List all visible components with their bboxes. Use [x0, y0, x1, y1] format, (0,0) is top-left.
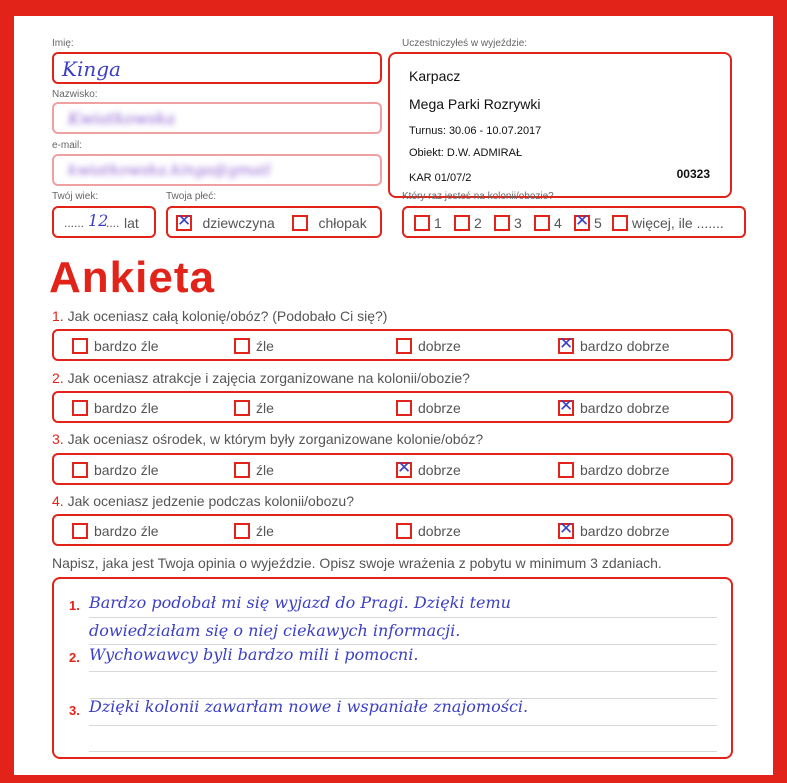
checkbox[interactable] [234, 523, 250, 539]
email-field[interactable] [52, 154, 382, 186]
question-text: Jak oceniasz atrakcje i zajęcia zorganizowane na kolonii/obozie? [67, 370, 470, 386]
checkbox[interactable] [396, 523, 412, 539]
checkbox[interactable] [292, 215, 308, 231]
answer-line: Wychowawcy byli bardzo mili i pomocni. [89, 645, 419, 664]
checkbox[interactable] [396, 400, 412, 416]
rating-option[interactable] [558, 395, 670, 417]
times-option-label: 5 [594, 214, 602, 231]
ruled-line [89, 671, 717, 672]
check-mark-icon: ✕ [397, 457, 412, 477]
question-number: 4. [52, 493, 64, 509]
times-option-1[interactable] [414, 214, 442, 232]
ruled-line [89, 617, 717, 618]
times-option-3[interactable] [494, 214, 522, 232]
checkbox[interactable] [234, 400, 250, 416]
gender-option-label: dziewczyna [202, 214, 275, 231]
age-label: Twój wiek: [52, 191, 99, 202]
times-option-more[interactable] [612, 214, 724, 232]
age-dots-after: .... [106, 216, 120, 230]
rating-option[interactable] [396, 522, 461, 540]
rating-row-4 [52, 514, 733, 546]
rating-option[interactable] [234, 399, 274, 417]
surname-label: Nazwisko: [52, 89, 98, 100]
answer-line: dowiedziałam się o niej ciekawych informacji. [89, 621, 461, 640]
rating-option-label: źle [256, 461, 274, 478]
check-mark-icon: ✕ [559, 518, 574, 538]
question-number: 2. [52, 370, 64, 386]
answer-number: 1. [69, 598, 80, 613]
ruled-line [89, 725, 717, 726]
check-mark-icon: ✕ [559, 333, 574, 353]
camp-town: Karpacz [409, 68, 461, 84]
checkbox[interactable] [454, 215, 470, 231]
rating-option[interactable] [558, 461, 670, 479]
times-option-4[interactable] [534, 214, 562, 232]
rating-option-label: bardzo źle [94, 399, 159, 416]
answer-line: Dzięki kolonii zawarłam nowe i wspaniałe znajomości. [89, 697, 529, 716]
checkbox[interactable] [558, 395, 574, 416]
rating-option[interactable] [234, 337, 274, 355]
question-4 [52, 493, 354, 509]
rating-row-2 [52, 391, 733, 423]
rating-option[interactable] [396, 457, 461, 479]
checkbox[interactable] [72, 462, 88, 478]
checkbox[interactable] [72, 400, 88, 416]
age-value: 12 [88, 211, 109, 230]
rating-option-label: dobrze [418, 337, 461, 354]
rating-option-label: bardzo źle [94, 461, 159, 478]
rating-row-1 [52, 329, 733, 361]
rating-option[interactable] [72, 522, 159, 540]
ruled-line [89, 751, 717, 752]
rating-option-label: źle [256, 337, 274, 354]
question-text: Jak oceniasz ośrodek, w którym były zorganizowane kolonie/obóz? [67, 431, 484, 447]
email-value: kwiatkowska.kinga@gmail [68, 161, 271, 179]
rating-option[interactable] [234, 522, 274, 540]
times-option-label: 4 [554, 214, 562, 231]
red-frame-right [773, 0, 787, 783]
rating-option[interactable] [72, 399, 159, 417]
email-label: e-mail: [52, 140, 83, 151]
camp-turnus: Turnus: 30.06 - 10.07.2017 [409, 125, 542, 137]
checkbox[interactable] [558, 518, 574, 539]
rating-option-label: bardzo dobrze [580, 337, 670, 354]
gender-option-boy[interactable] [292, 214, 367, 232]
checkbox[interactable] [176, 210, 192, 231]
rating-option-label: źle [256, 522, 274, 539]
opinion-answer-box[interactable] [52, 577, 733, 759]
rating-option[interactable] [558, 518, 670, 540]
answer-number: 3. [69, 703, 80, 718]
answer-line: Bardzo podobał mi się wyjazd do Pragi. Dzięki temu [89, 593, 511, 612]
camp-code: KAR 01/07/2 [409, 172, 472, 184]
survey-sheet [14, 16, 773, 775]
rating-option-label: dobrze [418, 461, 461, 478]
gender-option-label: chłopak [318, 214, 367, 231]
check-mark-icon: ✕ [177, 210, 192, 230]
question-number: 3. [52, 431, 64, 447]
rating-row-3 [52, 453, 733, 485]
red-frame-left [0, 0, 14, 783]
question-text: Jak oceniasz całą kolonię/obóz? (Podobało Ci się?) [67, 308, 388, 324]
rating-option-label: dobrze [418, 522, 461, 539]
gender-field [166, 206, 382, 238]
camp-park: Mega Parki Rozrywki [409, 96, 541, 112]
surname-value: Kwiatkowska [68, 109, 176, 128]
rating-option-label: bardzo dobrze [580, 461, 670, 478]
checkbox[interactable] [558, 333, 574, 354]
camp-info-box [388, 52, 732, 198]
question-number: 1. [52, 308, 64, 324]
question-text: Jak oceniasz jedzenie podczas kolonii/obozu? [67, 493, 354, 509]
name-field[interactable] [52, 52, 382, 84]
checkbox[interactable] [234, 338, 250, 354]
red-frame-bottom [0, 775, 787, 783]
check-mark-icon: ✕ [575, 210, 590, 230]
rating-option-label: bardzo dobrze [580, 522, 670, 539]
gender-label: Twoja płeć: [166, 191, 217, 202]
camp-obiekt: Obiekt: D.W. ADMIRAŁ [409, 147, 523, 159]
age-unit: lat [124, 215, 139, 231]
check-mark-icon: ✕ [559, 395, 574, 415]
answer-number: 2. [69, 650, 80, 665]
checkbox[interactable] [534, 215, 550, 231]
times-option-2[interactable] [454, 214, 482, 232]
camp-number: 00323 [676, 167, 710, 181]
surname-field[interactable] [52, 102, 382, 134]
times-option-label: 3 [514, 214, 522, 231]
times-option-label: 1 [434, 214, 442, 231]
checkbox[interactable] [72, 338, 88, 354]
rating-option[interactable] [72, 461, 159, 479]
checkbox[interactable] [414, 215, 430, 231]
times-label: Który raz jesteś na kolonii/obozie? [402, 191, 554, 202]
rating-option[interactable] [396, 399, 461, 417]
times-option-label: 2 [474, 214, 482, 231]
participated-label: Uczestniczyłeś w wyjeździe: [402, 38, 528, 49]
rating-option-label: bardzo źle [94, 522, 159, 539]
name-value: Kinga [62, 57, 121, 81]
checkbox[interactable] [612, 215, 628, 231]
question-3 [52, 431, 483, 447]
times-option-5[interactable] [574, 210, 602, 232]
checkbox[interactable] [234, 462, 250, 478]
opinion-prompt: Napisz, jaka jest Twoja opinia o wyjeździe. Opisz swoje wrażenia z pobytu w minimum 3 zdaniach. [52, 555, 662, 571]
rating-option-label: dobrze [418, 399, 461, 416]
times-field [402, 206, 746, 238]
checkbox[interactable] [574, 210, 590, 231]
red-frame-top [0, 0, 787, 16]
checkbox[interactable] [396, 338, 412, 354]
name-label: Imię: [52, 38, 74, 49]
rating-option-label: bardzo źle [94, 337, 159, 354]
checkbox[interactable] [396, 457, 412, 478]
rating-option[interactable] [234, 461, 274, 479]
rating-option[interactable] [72, 337, 159, 355]
rating-option[interactable] [558, 333, 670, 355]
rating-option-label: bardzo dobrze [580, 399, 670, 416]
checkbox[interactable] [72, 523, 88, 539]
question-1 [52, 308, 387, 324]
gender-option-girl[interactable] [176, 210, 275, 232]
rating-option-label: źle [256, 399, 274, 416]
page-title: Ankieta [49, 253, 215, 302]
age-dots-before: ...... [64, 216, 85, 230]
checkbox[interactable] [558, 462, 574, 478]
checkbox[interactable] [494, 215, 510, 231]
rating-option[interactable] [396, 337, 461, 355]
age-field[interactable] [52, 206, 156, 238]
question-2 [52, 370, 470, 386]
times-option-label: więcej, ile ....... [632, 214, 724, 231]
